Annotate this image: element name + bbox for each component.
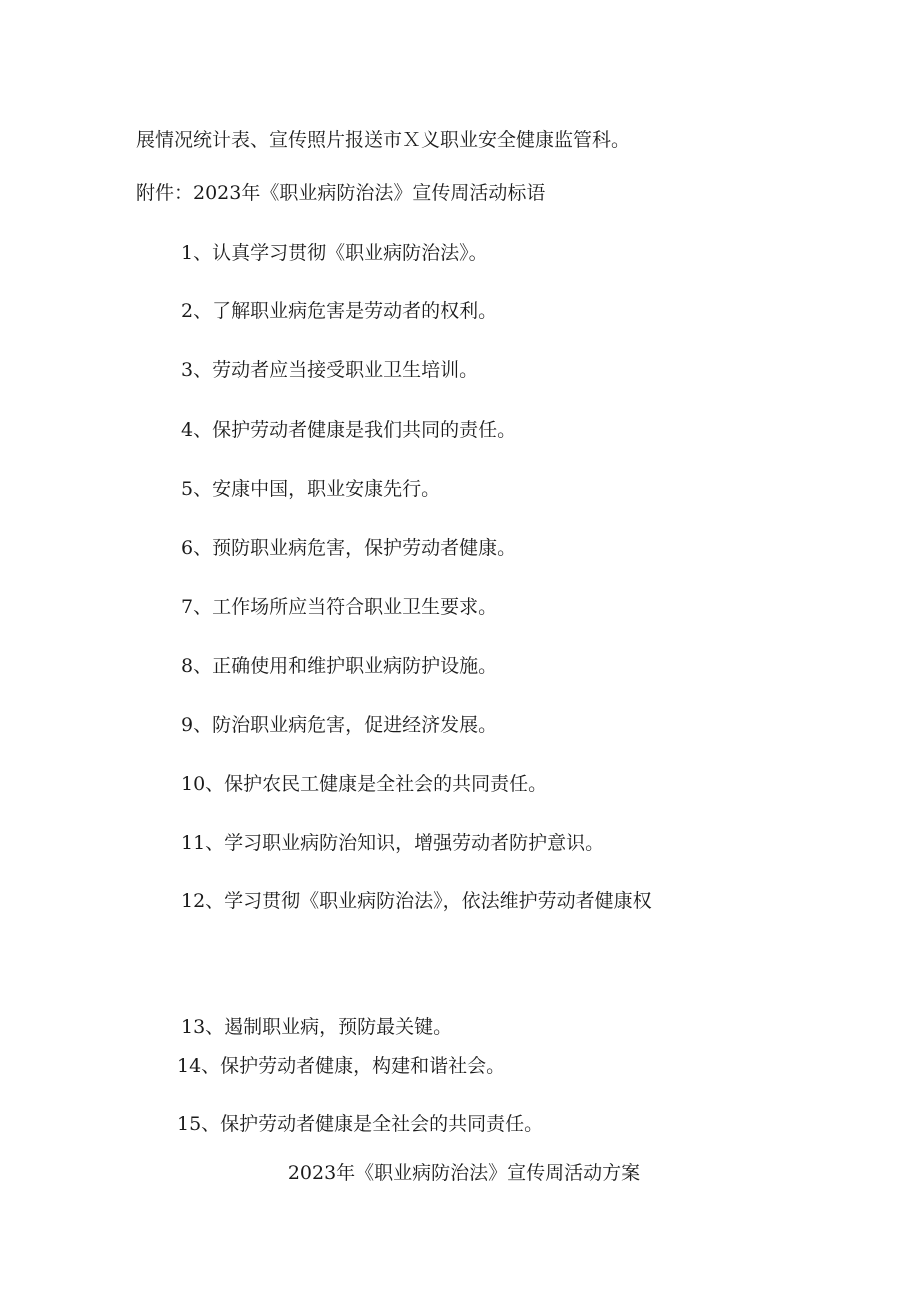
slogan-item-4: 4、保护劳动者健康是我们共同的责任。 (181, 419, 517, 441)
slogan-item-11: 11、学习职业病防治知识，增强劳动者防护意识。 (181, 832, 605, 854)
slogan-item-1: 1、认真学习贯彻《职业病防治法》。 (181, 242, 488, 264)
attachment-heading: 附件：2023年《职业病防治法》宣传周活动标语 (136, 182, 546, 204)
continuation-paragraph: 展情况统计表、宣传照片报送市Ｘ义职业安全健康监管科。 (136, 129, 631, 151)
slogan-item-9: 9、防治职业病危害，促进经济发展。 (181, 714, 498, 736)
slogan-item-8: 8、正确使用和维护职业病防护设施。 (181, 655, 498, 677)
slogan-item-7: 7、工作场所应当符合职业卫生要求。 (181, 596, 498, 618)
next-section-title: 2023年《职业病防治法》宣传周活动方案 (287, 1162, 641, 1184)
slogan-item-10: 10、保护农民工健康是全社会的共同责任。 (181, 773, 548, 795)
slogan-item-3: 3、劳动者应当接受职业卫生培训。 (181, 359, 479, 381)
slogan-item-12: 12、学习贯彻《职业病防治法》，依法维护劳动者健康权 (181, 890, 652, 912)
slogan-item-6: 6、预防职业病危害，保护劳动者健康。 (181, 537, 517, 559)
slogan-item-15: 15、保护劳动者健康是全社会的共同责任。 (177, 1113, 544, 1135)
slogan-item-13: 13、遏制职业病，预防最关键。 (181, 1016, 453, 1038)
slogan-item-2: 2、了解职业病危害是劳动者的权利。 (181, 300, 498, 322)
slogan-item-5: 5、安康中国，职业安康先行。 (181, 478, 441, 500)
slogan-item-14: 14、保护劳动者健康，构建和谐社会。 (177, 1055, 506, 1077)
